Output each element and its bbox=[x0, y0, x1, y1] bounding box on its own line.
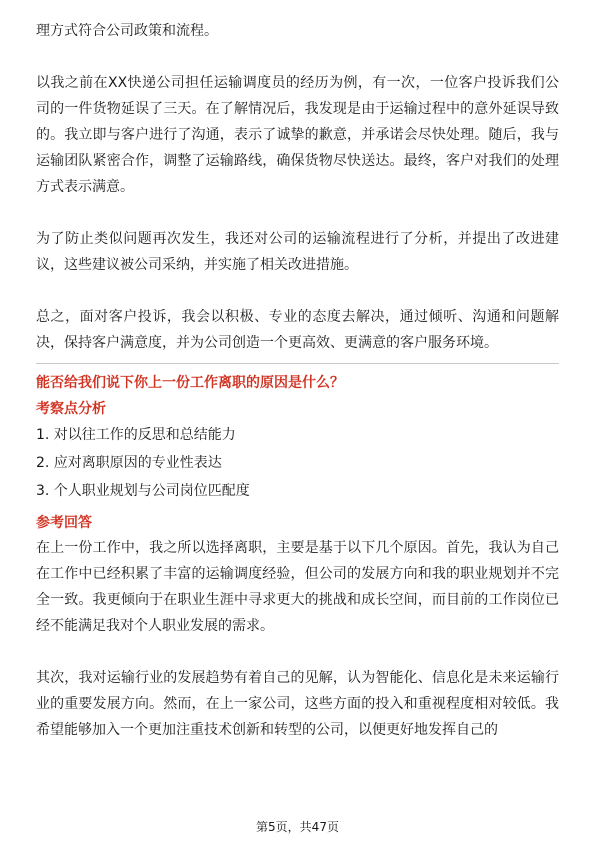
analysis-title: 考察点分析 bbox=[36, 401, 106, 417]
page-number: 第5页，共47页 bbox=[256, 820, 339, 834]
answer-paragraph-2: 其次，我对运输行业的发展趋势有着自己的见解，认为智能化、信息化是未来运输行业的重要发展方向。然而，在上一家公司，这些方面的投入和重视程度相对较低。我希望能够加入一个更加注重技术创新和转型的公司，以便更好地发挥自己的 bbox=[36, 670, 559, 738]
analysis-item-2: 2. 应对离职原因的专业性表达 bbox=[36, 455, 222, 471]
intro-paragraph-4: 总之，面对客户投诉，我会以积极、专业的态度去解决，通过倾听、沟通和问题解决，保持客户满意度，并为公司创造一个更高效、更满意的客户服务环境。 bbox=[36, 309, 559, 351]
analysis-item-3: 3. 个人职业规划与公司岗位匹配度 bbox=[36, 483, 250, 499]
answer-title: 参考回答 bbox=[36, 515, 92, 531]
interview-question: 能否给我们说下你上一份工作离职的原因是什么？ bbox=[36, 375, 344, 391]
intro-paragraph-1: 理方式符合公司政策和流程。 bbox=[36, 23, 218, 39]
analysis-item-1: 1. 对以往工作的反思和总结能力 bbox=[36, 427, 236, 443]
answer-paragraph-1: 在上一份工作中，我之所以选择离职，主要是基于以下几个原因。首先，我认为自己在工作中已经积累了丰富的运输调度经验，但公司的发展方向和我的职业规划并不完全一致。我更倾向于在职业生涯中寻求更大的挑战和成长空间，而目前的工作岗位已经不能满足我对个人职业发展的需求。 bbox=[36, 540, 559, 634]
intro-paragraph-2: 以我之前在XX快递公司担任运输调度员的经历为例，有一次，一位客户投诉我们公司的一件货物延误了三天。在了解情况后，我发现是由于运输过程中的意外延误导致的。我立即与客户进行了沟通，表示了诚挚的歉意，并承诺会尽快处理。随后，我与运输团队紧密合作，调整了运输路线，确保货物尽快送达。最终，客户对我们的处理方式表示满意。 bbox=[36, 75, 559, 195]
intro-paragraph-3: 为了防止类似问题再次发生，我还对公司的运输流程进行了分析，并提出了改进建议，这些建议被公司采纳，并实施了相关改进措施。 bbox=[36, 231, 559, 273]
section-divider bbox=[36, 363, 559, 364]
document-page bbox=[36, 0, 559, 743]
